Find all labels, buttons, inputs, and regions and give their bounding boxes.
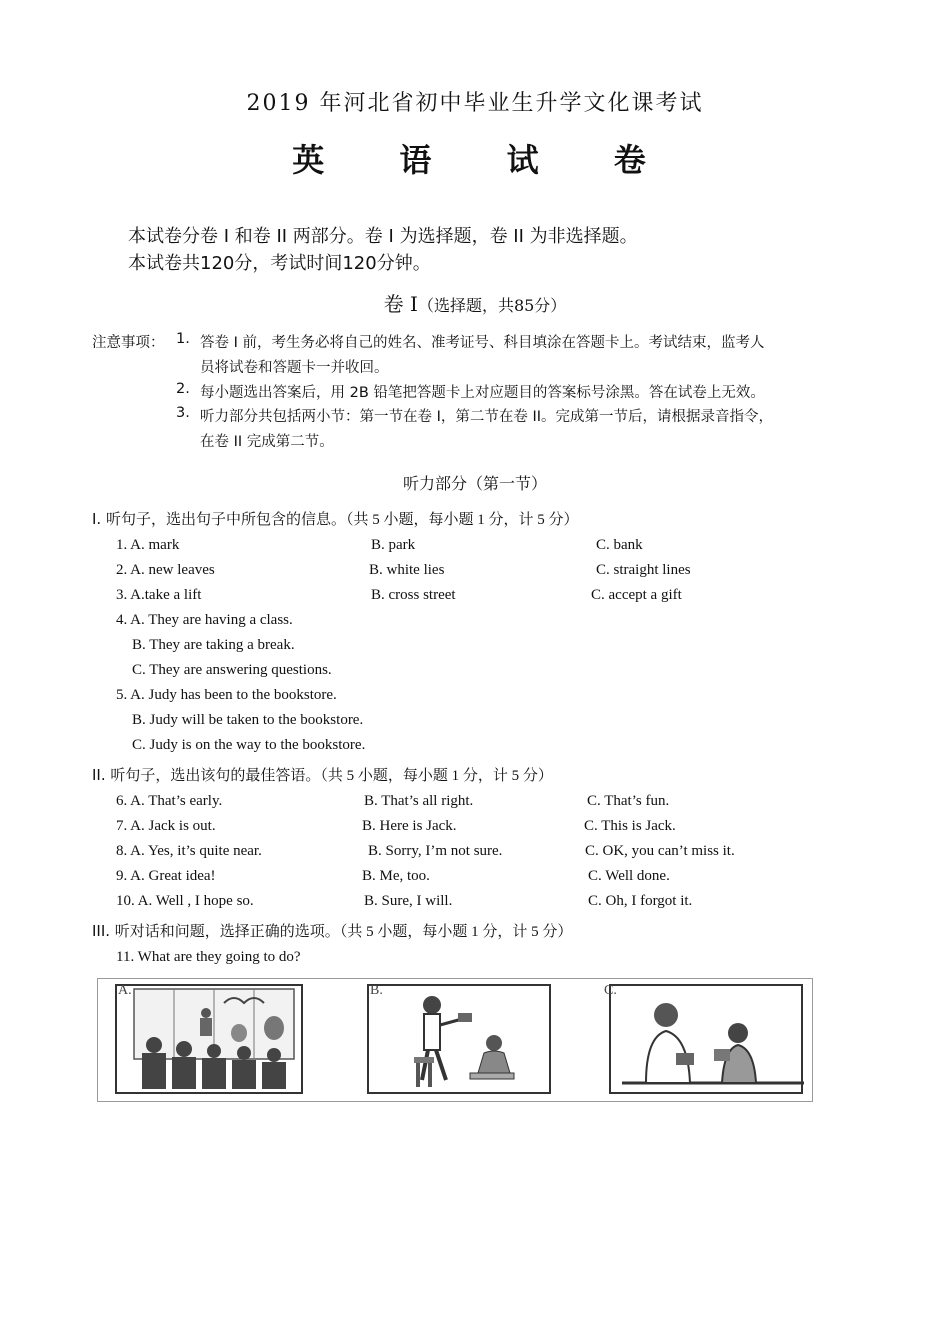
q8-option-a: 8. A. Yes, it’s quite near. [116, 843, 262, 859]
q7-option-a: 7. A. Jack is out. [116, 818, 216, 834]
q10-option-b: B. Sure, I will. [364, 893, 453, 909]
section1-heading-text: I. 听句子，选出句子中所包含的信息。 [92, 510, 346, 528]
q1-option-c: C. bank [596, 537, 643, 553]
q10-option-c: C. Oh, I forgot it. [588, 893, 693, 909]
q5-option-c: C. Judy is on the way to the bookstore. [132, 737, 366, 753]
q10-option-a: 10. A. Well , I hope so. [116, 893, 254, 909]
picture-c-label: C. [604, 983, 617, 998]
note-2-num: 2. [176, 381, 190, 397]
q5-option-b: B. Judy will be taken to the bookstore. [132, 712, 364, 728]
q6-option-a: 6. A. That’s early. [116, 793, 223, 809]
q6-option-c: C. That’s fun. [587, 793, 670, 809]
paper1-label: 卷 I [383, 292, 418, 316]
paper1-title [0, 288, 950, 317]
q3-option-a: 3. A.take a lift [116, 587, 202, 603]
notes-label: 注意事项： [92, 335, 165, 351]
q2-option-a: 2. A. new leaves [116, 562, 215, 578]
q1-option-a: 1. A. mark [116, 537, 180, 553]
intro-line-2: 本试卷共120分，考试时间120分钟。 [128, 253, 431, 274]
picture-c-teacher-and-girl [608, 983, 804, 1095]
note-3-num: 3. [176, 405, 190, 421]
section2-heading [92, 764, 553, 785]
section1-heading-score: （共 5 小题，每小题 1 分，计 5 分） [345, 512, 579, 528]
section2-heading-text: II. 听句子，选出该句的最佳答语。 [92, 766, 321, 784]
q4-option-b: B. They are taking a break. [132, 637, 295, 653]
q9-option-c: C. Well done. [588, 868, 670, 884]
q2-option-b: B. white lies [369, 562, 445, 578]
q8-option-b: B. Sorry, I’m not sure. [368, 843, 503, 859]
section2-heading-score: （共 5 小题，每小题 1 分，计 5 分） [320, 768, 553, 784]
exam-title: 2019 年河北省初中毕业生升学文化课考试 [246, 91, 704, 116]
paper1-subtitle: （选择题，共85分） [417, 296, 567, 315]
listening-title: 听力部分（第一节） [402, 474, 547, 493]
note-2-text: 每小题选出答案后，用 2B 铅笔把答题卡上对应题目的答案标号涂黑。答在试卷上无效。 [200, 385, 765, 401]
q3-option-c: C. accept a gift [591, 587, 682, 603]
note-3-text-cont: 在卷 II 完成第二节。 [200, 434, 334, 450]
q7-option-c: C. This is Jack. [584, 818, 676, 834]
picture-a-audience-stage [114, 983, 304, 1095]
q9-option-b: B. Me, too. [362, 868, 430, 884]
q11-question: 11. What are they going to do? [116, 949, 301, 965]
q2-option-c: C. straight lines [596, 562, 691, 578]
q8-option-c: C. OK, you can’t miss it. [585, 843, 735, 859]
q9-option-a: 9. A. Great idea! [116, 868, 216, 884]
q11-pictures [97, 978, 813, 1102]
note-3-text: 听力部分共包括两小节：第一节在卷 I，第二节在卷 II。完成第一节后，请根据录音指令， [200, 409, 774, 425]
q6-option-b: B. That’s all right. [364, 793, 474, 809]
q3-option-b: B. cross street [371, 587, 456, 603]
section3-heading-text: III. 听对话和问题，选择正确的选项。 [92, 922, 340, 940]
q7-option-b: B. Here is Jack. [362, 818, 457, 834]
section1-heading [92, 508, 578, 529]
section3-heading [92, 920, 572, 941]
q4-option-a: 4. A. They are having a class. [116, 612, 293, 628]
picture-b-label: B. [370, 983, 383, 998]
picture-a-label: A. [118, 983, 132, 998]
subject-title: 英 语 试 卷 [292, 141, 678, 179]
q5-option-a: 5. A. Judy has been to the bookstore. [116, 687, 337, 703]
note-1-text-cont: 员将试卷和答题卡一并收回。 [200, 360, 389, 376]
note-1-text: 答卷 I 前，考生务必将自己的姓名、准考证号、科目填涂在答题卡上。考试结束，监考人 [200, 335, 765, 351]
note-1-num: 1. [176, 331, 190, 347]
section3-heading-score: （共 5 小题，每小题 1 分，计 5 分） [339, 924, 573, 940]
q4-option-c: C. They are answering questions. [132, 662, 332, 678]
picture-b-man-and-child [366, 983, 552, 1095]
intro-line-1: 本试卷分卷 I 和卷 II 两部分。卷 I 为选择题，卷 II 为非选择题。 [128, 226, 638, 247]
q1-option-b: B. park [371, 537, 416, 553]
